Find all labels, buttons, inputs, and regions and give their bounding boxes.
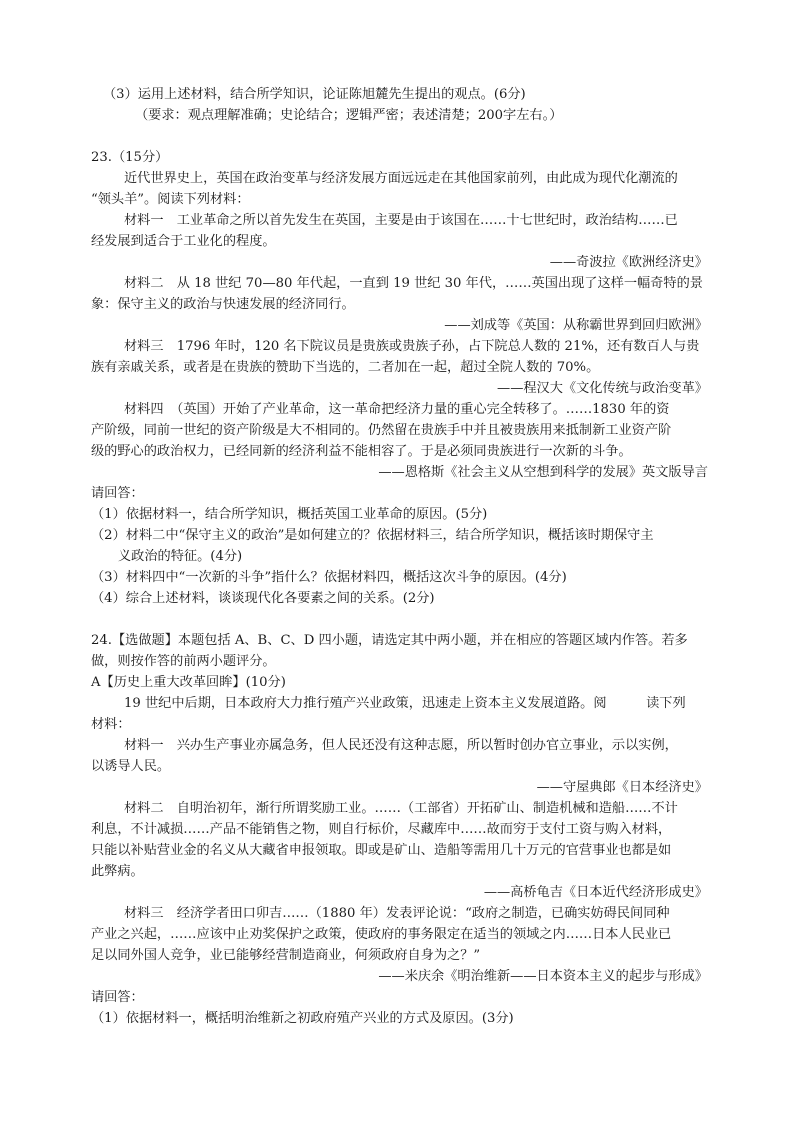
q24a-intro-line: 19 世纪中后期，日本政府大力推行殖产兴业政策，迅速走上资本主义发展道路。阅 读下列 — [124, 696, 686, 711]
q24a-material1-line: 以诱导人民。 — [91, 759, 171, 774]
q23-intro-line: “领头羊”。阅读下列材料： — [91, 192, 250, 207]
q22-sub3: （3）运用上述材料，结合所学知识，论证陈旭麓先生提出的观点。(6分) — [103, 87, 526, 102]
q24a-material3-line: 材料三 经济学者田口卯吉……（1880 年）发表评论说：“政府之制造，已确实妨碍民间同种 — [124, 906, 670, 921]
q23-material4-line: 产阶级，同前一世纪的资产阶级是大不相同的。仍然留在贵族手中并且被贵族用来抵制新工业资产阶 — [91, 423, 672, 438]
q23-heading: 23.（15分） — [91, 150, 169, 165]
q23-question-2: （2）材料二中“保守主义的政治”是如何建立的？依据材料三，结合所学知识，概括该时期保守主 — [91, 528, 654, 543]
q23-intro-line: 近代世界史上，英国在政治变革与经济发展方面远远走在其他国家前列，由此成为现代化潮流的 — [124, 171, 678, 186]
q23-material1-line: 材料一 工业革命之所以首先发生在英国，主要是由于该国在……十七世纪时，政治结构……已 — [124, 213, 678, 228]
q24-heading-line: 24.【选做题】本题包括 A、B、C、D 四小题，请选定其中两小题，并在相应的答题区域内作答。若多 — [91, 633, 688, 648]
q24a-material2-line: 材料二 自明治初年，渐行所谓奖励工业。……（工部省）开拓矿山、制造机械和造船……不计 — [124, 801, 678, 816]
q24a-material3-line: 产业之兴起，……应该中止劝奖保护之政策，使政府的事务限定在适当的领域之内……日本人民业已 — [91, 927, 672, 942]
q23-material3-line: 族有亲戚关系，或者是在贵族的赞助下当选的，二者加在一起，超过全院人数的 70%。 — [91, 360, 600, 375]
q24a-material2-source: ——高桥龟吉《日本近代经济形成史》 — [483, 885, 708, 900]
q24a-material2-line: 只能以补贴营业金的名义从大藏省申报领取。即或是矿山、造船等需用几十万元的官营事业也都是如 — [91, 843, 672, 858]
q23-question-2-cont: 义政治的特征。(4分) — [118, 549, 243, 564]
q24a-material2-line: 利息，不计减损……产品不能销售之物，则自行标价，尽藏库中……故而穷于支付工资与购入材料， — [91, 822, 672, 837]
q24a-question-1: （1）依据材料一，概括明治维新之初政府殖产兴业的方式及原因。(3分) — [91, 1011, 514, 1026]
q23-material2-line: 象：保守主义的政治与快速发展的经济同行。 — [91, 297, 355, 312]
q23-question-3: （3）材料四中“一次新的斗争”指什么？依据材料四，概括这次斗争的原因。(4分) — [91, 570, 567, 585]
q24a-material2-line: 此弊病。 — [91, 864, 144, 879]
q24a-intro-line: 材料： — [91, 717, 131, 732]
q23-material3-line: 材料三 1796 年时，120 名下院议员是贵族或贵族子孙，占下院总人数的 21%，还有数百人与贵 — [124, 339, 700, 354]
q23-material3-source: ——程汉大《文化传统与政治变革》 — [497, 381, 708, 396]
q22-requirements: （要求：观点理解准确；史论结合；逻辑严密；表述清楚；200字左右。） — [135, 108, 563, 123]
q23-material4-line: 级的野心的政治权力，已经同新的经济利益不能相容了。于是必须同贵族进行一次新的斗争。 — [91, 444, 632, 459]
q24a-material1-line: 材料一 兴办生产事业亦属急务，但人民还没有这种志愿，所以暂时创办官立事业，示以实例， — [124, 738, 678, 753]
q23-question-1: （1）依据材料一，结合所学知识，概括英国工业革命的原因。(5分) — [91, 507, 488, 522]
q24a-material1-source: ——守屋典郎《日本经济史》 — [536, 780, 708, 795]
q24-heading-line: 做，则按作答的前两小题评分。 — [91, 654, 276, 669]
q23-material4-source: ——恩格斯《社会主义从空想到科学的发展》英文版导言 — [378, 465, 708, 480]
q23-material4-line: 材料四 （英国）开始了产业革命，这一革命把经济力量的重心完全转移了。……1830 年的资 — [124, 402, 670, 417]
q23-prompt: 请回答： — [91, 486, 144, 501]
q23-question-4: （4）综合上述材料，谈谈现代化各要素之间的关系。(2分) — [91, 591, 435, 606]
q24a-title: A【历史上重大改革回眸】(10分) — [91, 675, 286, 690]
q24a-material3-line: 足以同外国人竞争，业已能够经营制造商业，何须政府自身为之？” — [91, 948, 481, 963]
q24a-material3-source: ——米庆余《明治维新——日本资本主义的起步与形成》 — [378, 969, 708, 984]
q23-material1-line: 经发展到适合于工业化的程度。 — [91, 234, 276, 249]
q23-material1-source: ——奇波拉《欧洲经济史》 — [549, 255, 708, 270]
q23-material2-line: 材料二 从 18 世纪 70—80 年代起，一直到 19 世纪 30 年代，……英国出现了这样一幅奇特的景 — [124, 276, 703, 291]
q24a-prompt: 请回答： — [91, 990, 144, 1005]
q23-material2-source: ——刘成等《英国：从称霸世界到回归欧洲》 — [444, 318, 708, 333]
